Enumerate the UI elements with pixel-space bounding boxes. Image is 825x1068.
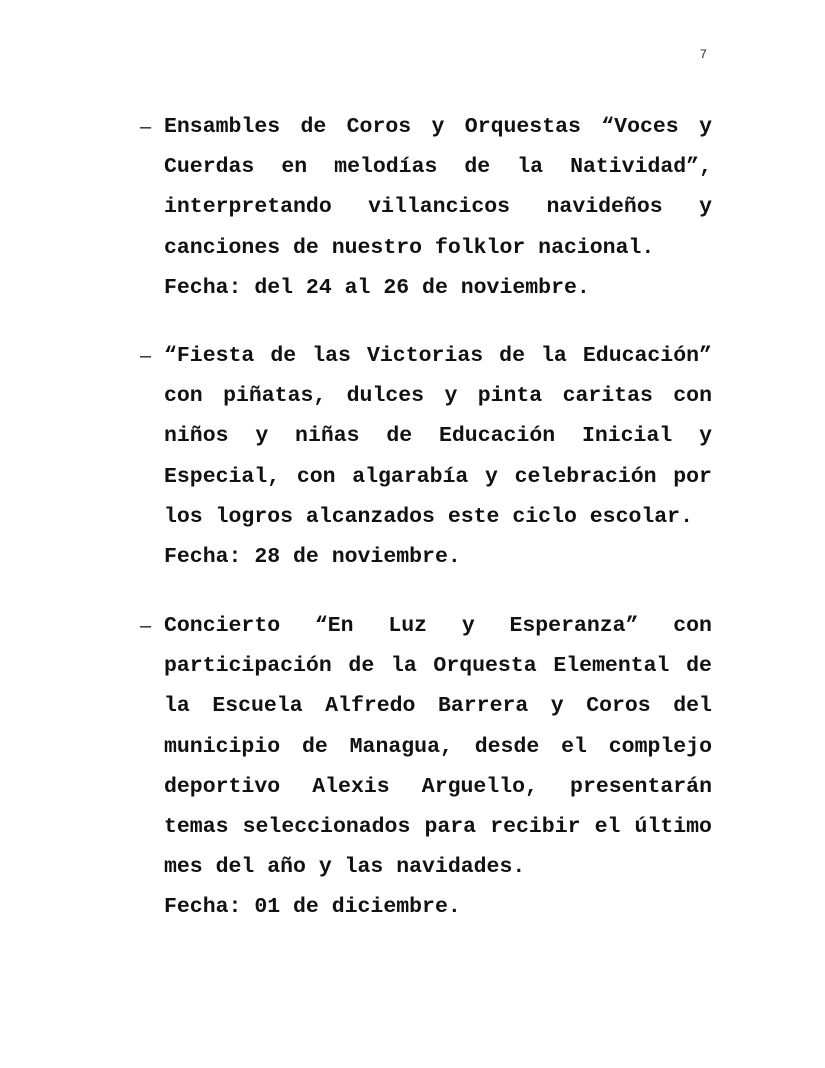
word: Victorias <box>367 344 484 368</box>
word: “Voces <box>601 115 679 139</box>
word: Esperanza” <box>509 614 639 638</box>
word: y <box>699 115 712 139</box>
word: Educación <box>439 424 556 449</box>
word: dulces <box>346 384 425 409</box>
text-line <box>164 147 712 187</box>
word: Luz <box>388 614 428 638</box>
word: Inicial <box>581 424 673 449</box>
word: las <box>312 344 351 368</box>
event-item-fiesta-victorias <box>140 336 712 577</box>
text-line <box>164 686 712 726</box>
word: complejo <box>608 734 712 759</box>
event-description <box>164 336 712 577</box>
word: para <box>424 815 477 840</box>
word: Ensambles <box>164 115 281 139</box>
text-line <box>164 376 712 416</box>
word: deportivo <box>164 774 281 799</box>
text-line <box>164 727 712 767</box>
text-line <box>164 646 712 686</box>
event-description <box>164 606 712 928</box>
word: en <box>281 155 308 180</box>
word: con <box>673 384 712 409</box>
event-item-voces-y-cuerdas <box>140 107 712 308</box>
word: y <box>550 694 564 719</box>
word: y <box>255 424 269 449</box>
word: temas <box>164 815 229 840</box>
word: Orquestas <box>464 115 581 139</box>
word: presentarán <box>570 774 712 799</box>
text-line <box>164 457 712 497</box>
bullet-dash: – <box>140 345 152 367</box>
word: algarabía <box>352 464 469 489</box>
word: con <box>296 464 336 489</box>
word: interpretando <box>164 195 332 220</box>
word: Cuerdas <box>164 155 255 180</box>
bullet-dash: – <box>140 116 152 138</box>
word: celebración <box>514 464 657 489</box>
text-line <box>164 416 712 456</box>
word: de <box>686 654 712 679</box>
word: “En <box>314 614 354 638</box>
page-number: 7 <box>700 47 707 61</box>
word: recibir <box>490 815 581 840</box>
word: Orquesta <box>433 654 537 679</box>
word: Natividad”, <box>570 155 712 180</box>
word: el <box>594 815 621 840</box>
text-line <box>164 336 712 376</box>
word: de <box>270 344 297 368</box>
word: Especial, <box>164 464 281 489</box>
word: de <box>300 115 327 139</box>
word: la <box>164 694 190 719</box>
word: último <box>634 815 712 840</box>
word: Managua, <box>349 734 453 759</box>
word: de <box>464 155 491 180</box>
word: la <box>517 155 544 180</box>
bullet-dash: – <box>140 615 152 637</box>
text-line <box>164 807 712 847</box>
word: Coros <box>586 694 651 719</box>
word: niños <box>164 424 229 449</box>
word: pinta <box>477 384 543 409</box>
word: Educación” <box>582 344 712 368</box>
word: piñatas, <box>223 384 327 409</box>
text-line <box>164 107 712 147</box>
word: de <box>301 734 328 759</box>
word: Barrera <box>437 694 529 719</box>
word: y <box>444 384 458 409</box>
word: Alexis <box>312 774 390 799</box>
word: navideños <box>546 195 663 220</box>
word: Elemental <box>553 654 670 679</box>
word: “Fiesta <box>164 344 255 368</box>
word: seleccionados <box>242 815 411 840</box>
word: con <box>673 614 712 638</box>
word: el <box>561 734 587 759</box>
word: y <box>431 115 445 139</box>
text-line: los logros alcanzados este ciclo escolar. <box>164 504 693 529</box>
word: municipio <box>164 734 281 759</box>
word: Concierto <box>164 614 281 638</box>
event-description <box>164 107 712 308</box>
word: caritas <box>562 384 653 409</box>
text-line <box>164 187 712 227</box>
word: Coros <box>346 115 412 139</box>
word: de <box>348 654 375 679</box>
word: con <box>164 384 203 409</box>
text-line: mes del año y las navidades. <box>164 855 526 880</box>
text-line <box>164 767 712 807</box>
word: de <box>499 344 525 368</box>
text-line <box>164 606 712 646</box>
word: y <box>461 614 475 638</box>
word: y <box>699 424 712 449</box>
event-item-concierto-luz-esperanza <box>140 606 712 928</box>
word: del <box>673 694 712 719</box>
event-date: Fecha: del 24 al 26 de noviembre. <box>164 275 590 300</box>
word: melodías <box>334 155 438 180</box>
word: la <box>541 344 567 368</box>
word: por <box>673 464 712 489</box>
word: Arguello, <box>421 774 538 799</box>
word: Escuela <box>212 694 303 719</box>
event-date: Fecha: 01 de diciembre. <box>164 895 461 920</box>
word: participación <box>164 654 332 679</box>
text-line: canciones de nuestro folklor nacional. <box>164 235 655 260</box>
word: y <box>699 195 712 220</box>
word: villancicos <box>368 195 511 220</box>
word: de <box>386 424 413 449</box>
event-date: Fecha: 28 de noviembre. <box>164 545 461 570</box>
word: niñas <box>295 424 360 449</box>
word: y <box>485 464 498 489</box>
word: la <box>390 654 417 679</box>
word: desde <box>474 734 540 759</box>
word: Alfredo <box>325 694 416 719</box>
